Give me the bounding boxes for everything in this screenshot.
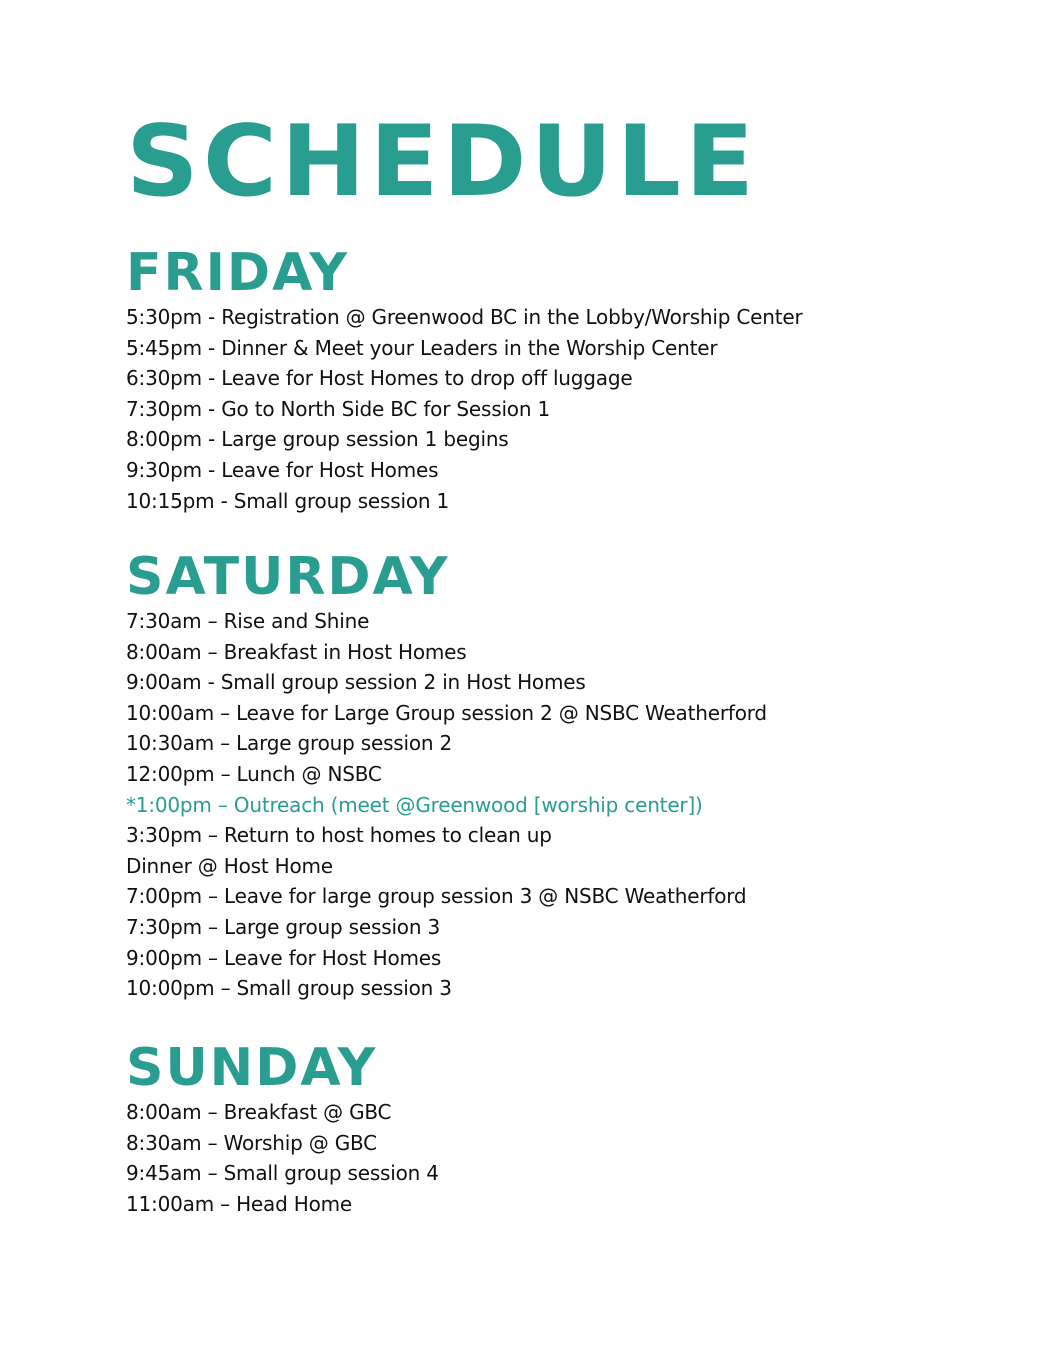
day-heading-saturday: SATURDAY	[126, 547, 450, 607]
day-heading-friday: FRIDAY	[126, 243, 349, 303]
event-item-highlighted: *1:00pm – Outreach (meet @Greenwood [worship center])	[126, 792, 703, 817]
event-item: 7:00pm – Leave for large group session 3 @ NSBC Weatherford	[126, 884, 747, 909]
event-item: 9:00pm – Leave for Host Homes	[126, 945, 442, 970]
event-item: 10:00pm – Small group session 3	[126, 976, 452, 1001]
event-item: 11:00am – Head Home	[126, 1191, 353, 1216]
event-item: 12:00pm – Lunch @ NSBC	[126, 761, 382, 786]
event-item: 8:00am – Breakfast in Host Homes	[126, 639, 467, 664]
event-item: Dinner @ Host Home	[126, 853, 333, 878]
page-title: SCHEDULE	[126, 105, 759, 219]
event-item: 6:30pm - Leave for Host Homes to drop off luggage	[126, 366, 633, 391]
event-item: 5:30pm - Registration @ Greenwood BC in the Lobby/Worship Center	[126, 305, 803, 329]
event-item: 8:30am – Worship @ GBC	[126, 1130, 377, 1155]
event-list-friday	[126, 302, 1006, 516]
event-item: 10:15pm - Small group session 1	[126, 488, 450, 513]
day-section-friday	[126, 243, 1006, 516]
event-list-sunday	[126, 1097, 1006, 1219]
event-item: 7:30am – Rise and Shine	[126, 609, 370, 633]
event-item: 9:30pm - Leave for Host Homes	[126, 457, 439, 482]
event-item: 5:45pm - Dinner & Meet your Leaders in the Worship Center	[126, 335, 718, 360]
event-list-saturday	[126, 606, 1006, 1004]
event-item: 9:45am – Small group session 4	[126, 1161, 439, 1186]
event-item: 7:30pm – Large group session 3	[126, 914, 440, 939]
day-heading-sunday: SUNDAY	[126, 1038, 378, 1098]
day-section-saturday	[126, 547, 1006, 1004]
event-item: 10:00am – Leave for Large Group session 2 @ NSBC Weatherford	[126, 700, 767, 725]
event-item: 8:00am – Breakfast @ GBC	[126, 1100, 392, 1124]
event-item: 7:30pm - Go to North Side BC for Session 1	[126, 396, 550, 421]
event-item: 3:30pm – Return to host homes to clean up	[126, 823, 552, 848]
day-section-sunday	[126, 1038, 1006, 1219]
event-item: 8:00pm - Large group session 1 begins	[126, 427, 509, 452]
event-item: 9:00am - Small group session 2 in Host Homes	[126, 670, 586, 695]
event-item: 10:30am – Large group session 2	[126, 731, 453, 756]
